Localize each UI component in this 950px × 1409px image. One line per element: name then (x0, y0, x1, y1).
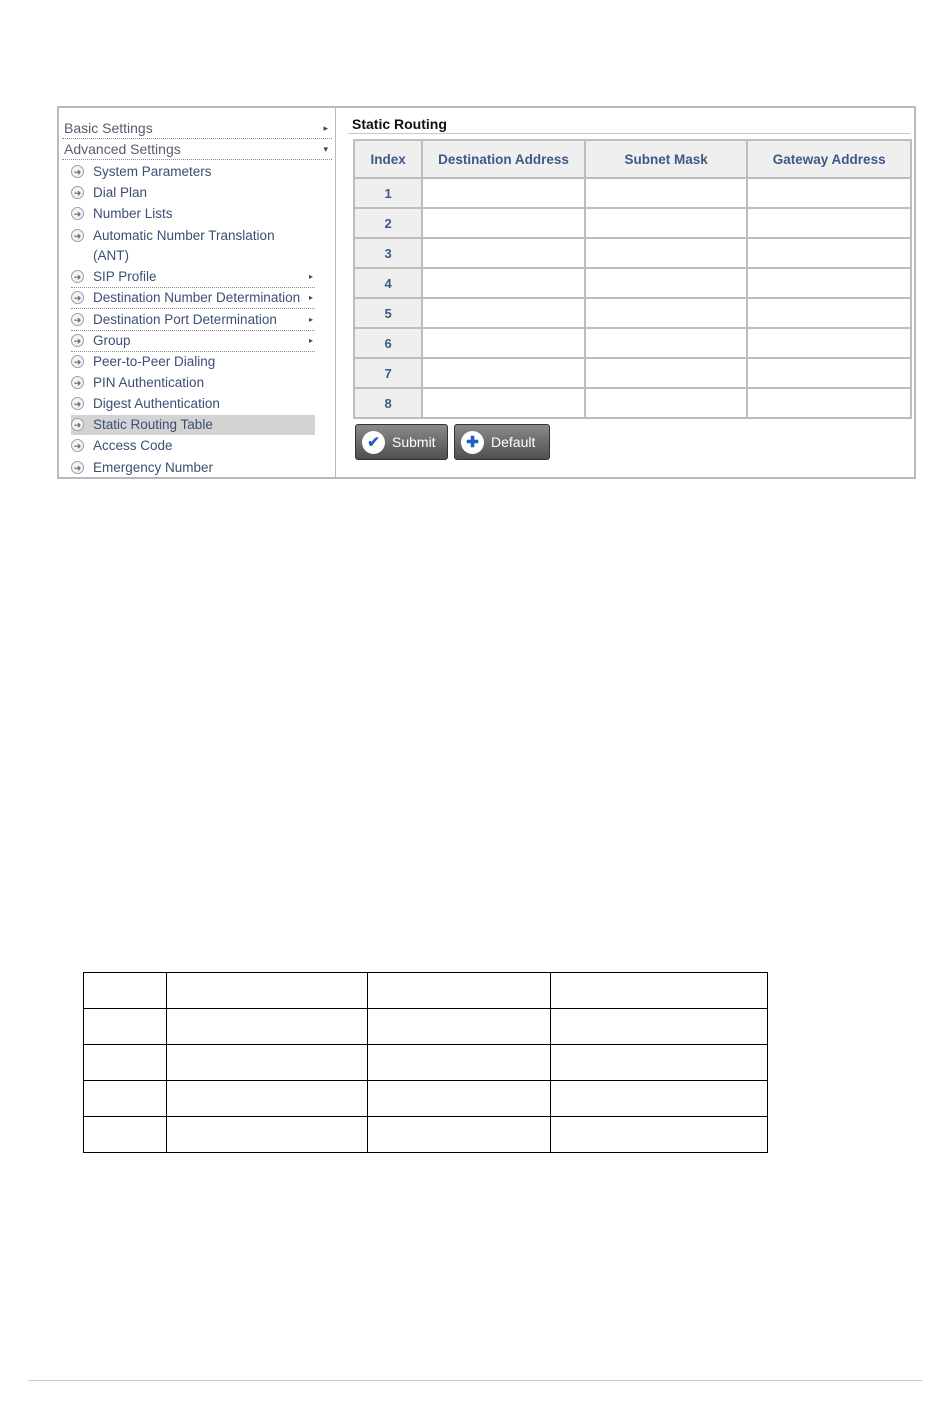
chevron-right-icon: ▸ (323, 123, 328, 133)
table-row (354, 268, 911, 298)
table-cell (167, 1045, 368, 1081)
column-header-subnet-mask: Subnet Mask (585, 140, 748, 178)
subnet-mask-cell[interactable] (585, 268, 748, 298)
chevron-right-icon: ▸ (308, 315, 313, 324)
app-frame (57, 106, 916, 479)
destination-address-cell[interactable] (422, 298, 585, 328)
table-row (354, 298, 911, 328)
sidebar-item-number-lists[interactable]: ➜ Number Lists (71, 204, 315, 224)
subnet-mask-cell[interactable] (585, 238, 748, 268)
subnet-mask-cell[interactable] (585, 298, 748, 328)
gateway-address-cell[interactable] (747, 238, 911, 268)
subnet-mask-cell[interactable] (585, 328, 748, 358)
sidebar-item-destination-port-determination[interactable]: ➜ Destination Port Determination ▸ (71, 310, 315, 331)
section-basic-settings[interactable]: Basic Settings ▸ (62, 118, 332, 139)
checkmark-icon: ✔ (362, 431, 385, 454)
row-index: 7 (354, 358, 422, 388)
arrow-circle-icon: ➜ (71, 207, 84, 220)
row-index: 8 (354, 388, 422, 418)
column-header-index: Index (354, 140, 422, 178)
table-row (354, 328, 911, 358)
chevron-right-icon: ▸ (308, 293, 313, 302)
gateway-address-cell[interactable] (747, 298, 911, 328)
sidebar-item-pin-authentication[interactable]: ➜ PIN Authentication (71, 373, 315, 393)
gateway-address-cell[interactable] (747, 208, 911, 238)
arrow-circle-icon: ➜ (71, 355, 84, 368)
table-cell (551, 1045, 768, 1081)
arrow-circle-icon: ➜ (71, 270, 84, 283)
arrow-circle-icon: ➜ (71, 165, 84, 178)
table-header-row (354, 140, 911, 178)
table-row (84, 973, 768, 1009)
chevron-down-icon: ▾ (323, 144, 328, 154)
sidebar-item-group[interactable]: ➜ Group ▸ (71, 331, 315, 352)
submit-button[interactable]: ✔ Submit (355, 424, 448, 460)
sidebar-item-digest-authentication[interactable]: ➜ Digest Authentication (71, 394, 315, 414)
destination-address-cell[interactable] (422, 358, 585, 388)
row-index: 5 (354, 298, 422, 328)
page-footer-divider (28, 1380, 922, 1381)
table-cell (167, 1009, 368, 1045)
subnet-mask-cell[interactable] (585, 388, 748, 418)
table-row (354, 208, 911, 238)
table-cell (551, 1117, 768, 1153)
table-cell (84, 973, 167, 1009)
arrow-circle-icon: ➜ (71, 334, 84, 347)
destination-address-cell[interactable] (422, 388, 585, 418)
table-row (354, 358, 911, 388)
table-cell (84, 1117, 167, 1153)
arrow-circle-icon: ➜ (71, 291, 84, 304)
table-cell (167, 973, 368, 1009)
table-cell (167, 1117, 368, 1153)
table-row (84, 1081, 768, 1117)
table-cell (368, 973, 551, 1009)
title-divider (348, 133, 910, 134)
subnet-mask-cell[interactable] (585, 178, 748, 208)
sidebar-item-dial-plan[interactable]: ➜ Dial Plan (71, 183, 315, 203)
gateway-address-cell[interactable] (747, 268, 911, 298)
sidebar (59, 108, 336, 477)
table-cell (368, 1045, 551, 1081)
destination-address-cell[interactable] (422, 238, 585, 268)
table-cell (167, 1081, 368, 1117)
table-row (84, 1045, 768, 1081)
destination-address-cell[interactable] (422, 178, 585, 208)
sidebar-item-emergency-number[interactable]: ➜ Emergency Number (71, 458, 315, 478)
chevron-right-icon: ▸ (308, 336, 313, 345)
table-cell (368, 1081, 551, 1117)
table-row (354, 238, 911, 268)
default-button[interactable]: ✚ Default (454, 424, 550, 460)
table-row (354, 388, 911, 418)
arrow-circle-icon: ➜ (71, 376, 84, 389)
table-cell (551, 973, 768, 1009)
arrow-circle-icon: ➜ (71, 313, 84, 326)
chevron-right-icon: ▸ (308, 272, 313, 281)
table-cell (84, 1081, 167, 1117)
sidebar-item-static-routing-table[interactable]: ➜ Static Routing Table (71, 415, 315, 435)
table-row (354, 178, 911, 208)
destination-address-cell[interactable] (422, 328, 585, 358)
gateway-address-cell[interactable] (747, 178, 911, 208)
table-cell (368, 1117, 551, 1153)
plus-icon: ✚ (461, 431, 484, 454)
destination-address-cell[interactable] (422, 268, 585, 298)
sidebar-item-destination-number-determination[interactable]: ➜ Destination Number Determination ▸ (71, 288, 315, 309)
sidebar-item-system-parameters[interactable]: ➜ System Parameters (71, 162, 315, 182)
table-cell (84, 1045, 167, 1081)
gateway-address-cell[interactable] (747, 388, 911, 418)
sidebar-item-access-code[interactable]: ➜ Access Code (71, 436, 315, 456)
row-index: 6 (354, 328, 422, 358)
subnet-mask-cell[interactable] (585, 208, 748, 238)
row-index: 1 (354, 178, 422, 208)
row-index: 2 (354, 208, 422, 238)
arrow-circle-icon: ➜ (71, 461, 84, 474)
arrow-circle-icon: ➜ (71, 186, 84, 199)
arrow-circle-icon: ➜ (71, 418, 84, 431)
sidebar-item-sip-profile[interactable]: ➜ SIP Profile ▸ (71, 267, 315, 288)
row-index: 3 (354, 238, 422, 268)
destination-address-cell[interactable] (422, 208, 585, 238)
arrow-circle-icon: ➜ (71, 397, 84, 410)
column-header-gateway-address: Gateway Address (747, 140, 911, 178)
table-cell (551, 1081, 768, 1117)
page-title: Static Routing (352, 116, 447, 132)
static-routing-table (353, 139, 912, 419)
gateway-address-cell[interactable] (747, 328, 911, 358)
row-index: 4 (354, 268, 422, 298)
gateway-address-cell[interactable] (747, 358, 911, 388)
sidebar-item-peer-to-peer-dialing[interactable]: ➜ Peer-to-Peer Dialing (71, 352, 315, 372)
column-header-destination-address: Destination Address (422, 140, 585, 178)
main-panel (336, 108, 914, 477)
arrow-circle-icon: ➜ (71, 439, 84, 452)
subnet-mask-cell[interactable] (585, 358, 748, 388)
table-row (84, 1117, 768, 1153)
table-cell (551, 1009, 768, 1045)
blank-document-table (83, 972, 768, 1153)
table-row (84, 1009, 768, 1045)
table-cell (368, 1009, 551, 1045)
arrow-circle-icon: ➜ (71, 229, 84, 242)
section-advanced-settings[interactable]: Advanced Settings ▾ (62, 139, 332, 160)
sidebar-item-ant[interactable]: ➜ Automatic Number Translation (ANT) (71, 226, 315, 266)
table-cell (84, 1009, 167, 1045)
